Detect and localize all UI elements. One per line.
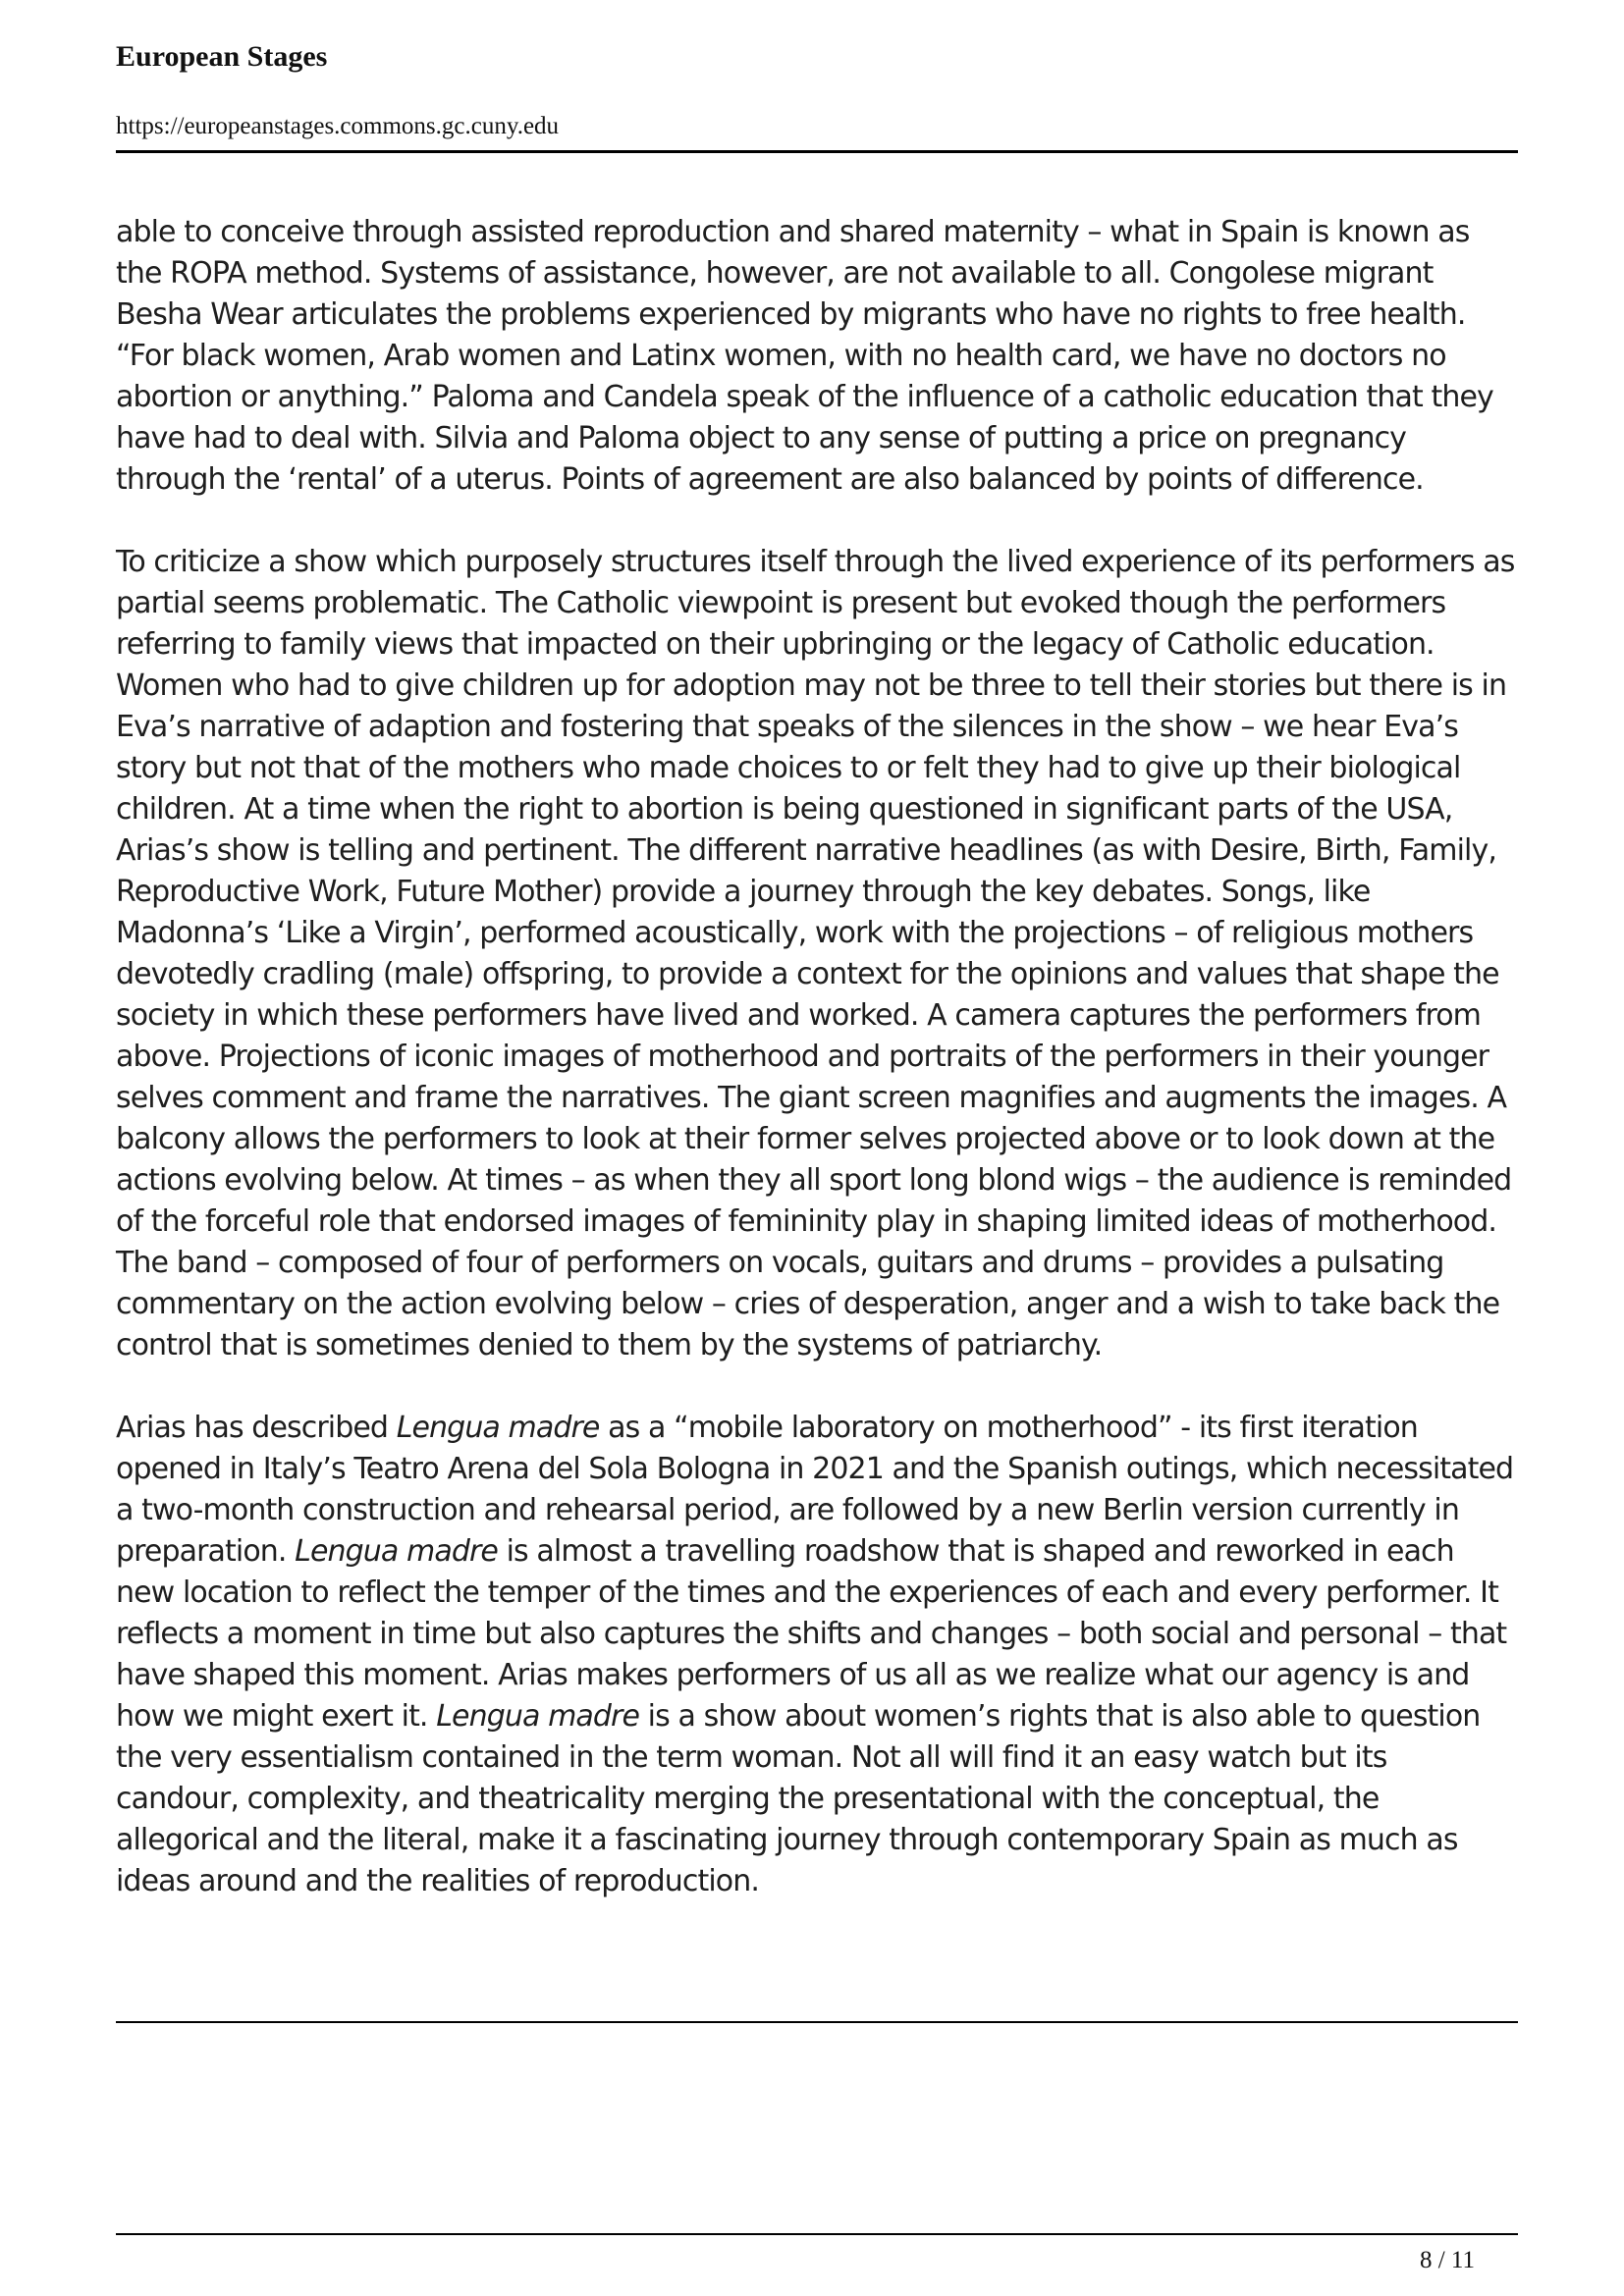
- show-title: Lengua madre: [396, 1411, 600, 1445]
- document-page: [116, 0, 1518, 2296]
- paragraph-3-text-1: Arias has described: [116, 1411, 397, 1445]
- paragraph-3-text-3: is almost a travelling roadshow that is shaped and reworked in each new location to reflect the temper of the times and the experiences of each and every performer. It reflects a moment in time but also captures the shifts and changes – both social and personal – that have shaped this moment. Arias makes performers of us all as we realize what our agency is and how we might exert it.: [116, 1534, 1507, 1734]
- show-title: Lengua madre: [436, 1699, 640, 1734]
- paragraph-1: able to conceive through assisted reproduction and shared maternity – what in Spain is known as the ROPA method. Systems of assistance, however, are not available to all. Congolese migrant Besha Wear articulates the problems experienced by migrants who have no rights to free health. “For black women, Arab women and Latinx women, with no health card, we have no doctors no abortion or anything.” Paloma and Candela speak of the influence of a catholic education that they have had to deal with. Silvia and Paloma object to any sense of putting a price on pregnancy through the ‘rental’ of a uterus. Points of agreement are also balanced by points of difference.: [116, 215, 1493, 497]
- content-end-divider: [116, 2021, 1518, 2023]
- site-title: European Stages: [116, 40, 328, 73]
- paragraph-3: [116, 1408, 1518, 1902]
- header-divider: [116, 150, 1518, 153]
- show-title: Lengua madre: [295, 1534, 498, 1569]
- paragraph-3-text-2: as a “mobile laboratory on motherhood” - its first iteration opened in Italy’s Teatro Arena del Sola Bologna in 2021 and the Spanish outings, which necessitated a two-month construction and rehearsal period, are followed by a new Berlin version currently in preparation.: [116, 1411, 1514, 1569]
- site-url[interactable]: https://europeanstages.commons.gc.cuny.edu: [116, 113, 560, 139]
- page-number: 8 / 11: [1419, 2247, 1475, 2273]
- paragraph-3-text-4: is a show about women’s rights that is also able to question the very essentialism contained in the term woman. Not all will find it an easy watch but its candour, complexity, and theatricality merging the presentational with the conceptual, the allegorical and the literal, make it a fascinating journey through contemporary Spain as much as ideas around and the realities of reproduction.: [116, 1699, 1481, 1898]
- article-body: [116, 212, 1518, 1944]
- footer-divider: [116, 2233, 1518, 2235]
- paragraph-2: To criticize a show which purposely structures itself through the lived experience of its performers as partial seems problematic. The Catholic viewpoint is present but evoked though the performers referring to family views that impacted on their upbringing or the legacy of Catholic education. Women who had to give children up for adoption may not be three to tell their stories but there is in Eva’s narrative of adaption and fostering that speaks of the silences in the show – we hear Eva’s story but not that of the mothers who made choices to or felt they had to give up their biological children. At a time when the right to abortion is being questioned in significant parts of the USA, Arias’s show is telling and pertinent. The different narrative headlines (as with Desire, Birth, Family, Reproductive Work, Future Mother) provide a journey through the key debates. Songs, like Madonna’s ‘Like a Virgin’, performed acoustically, work with the projections – of religious mothers devotedly cradling (male) offspring, to provide a context for the opinions and values that shape the society in which these performers have lived and worked. A camera captures the performers from above. Projections of iconic images of motherhood and portraits of the performers in their younger selves comment and frame the narratives. The giant screen magnifies and augments the images. A balcony allows the performers to look at their former selves projected above or to look down at the actions evolving below. At times – as when they all sport long blond wigs – the audience is reminded of the forceful role that endorsed images of femininity play in shaping limited ideas of motherhood. The band – composed of four of performers on vocals, guitars and drums – provides a pulsating commentary on the action evolving below – cries of desperation, anger and a wish to take back the control that is sometimes denied to them by the systems of patriarchy.: [116, 545, 1515, 1362]
